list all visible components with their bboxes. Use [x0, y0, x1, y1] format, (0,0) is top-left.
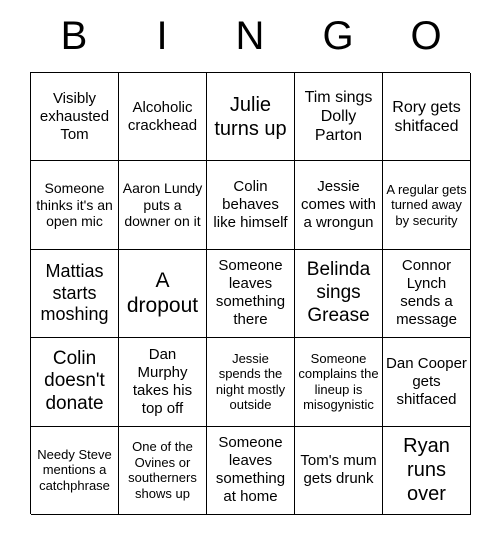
bingo-cell[interactable]: Visibly exhausted Tom [31, 73, 119, 161]
bingo-cell[interactable]: Connor Lynch sends a message [383, 250, 471, 338]
bingo-cell[interactable]: Someone leaves something at home [207, 427, 295, 515]
bingo-cell[interactable]: Tom's mum gets drunk [295, 427, 383, 515]
bingo-cell[interactable]: Jessie spends the night mostly outside [207, 338, 295, 426]
bingo-cell[interactable]: Mattias starts moshing [31, 250, 119, 338]
bingo-cell[interactable]: One of the Ovines or southerners shows up [119, 427, 207, 515]
bingo-cell[interactable]: Aaron Lundy puts a downer on it [119, 161, 207, 249]
bingo-cell[interactable]: Someone leaves something there [207, 250, 295, 338]
bingo-cell[interactable]: Colin doesn't donate [31, 338, 119, 426]
bingo-cell[interactable]: Tim sings Dolly Parton [295, 73, 383, 161]
bingo-cell[interactable]: Dan Murphy takes his top off [119, 338, 207, 426]
bingo-cell[interactable]: A regular gets turned away by security [383, 161, 471, 249]
bingo-cell[interactable]: Alcoholic crackhead [119, 73, 207, 161]
bingo-cell[interactable]: Rory gets shitfaced [383, 73, 471, 161]
header-letter-b: B [60, 13, 88, 58]
bingo-cell[interactable]: Belinda sings Grease [295, 250, 383, 338]
bingo-cell[interactable]: Ryan runs over [383, 427, 471, 515]
bingo-cell[interactable]: Needy Steve mentions a catchphrase [31, 427, 119, 515]
bingo-cell[interactable]: Someone thinks it's an open mic [31, 161, 119, 249]
header-letter-o: O [410, 13, 442, 58]
bingo-cell[interactable]: A dropout [119, 250, 207, 338]
header-letter-i: I [156, 13, 168, 58]
bingo-header [30, 0, 470, 72]
bingo-cell[interactable]: Colin behaves like himself [207, 161, 295, 249]
bingo-cell[interactable]: Julie turns up [207, 73, 295, 161]
header-letter-g: G [322, 13, 354, 58]
bingo-cell[interactable]: Jessie comes with a wrongun [295, 161, 383, 249]
bingo-cell[interactable]: Someone complains the lineup is misogynistic [295, 338, 383, 426]
bingo-cell[interactable]: Dan Cooper gets shitfaced [383, 338, 471, 426]
header-letter-n: N [235, 13, 265, 58]
bingo-grid [30, 72, 470, 514]
